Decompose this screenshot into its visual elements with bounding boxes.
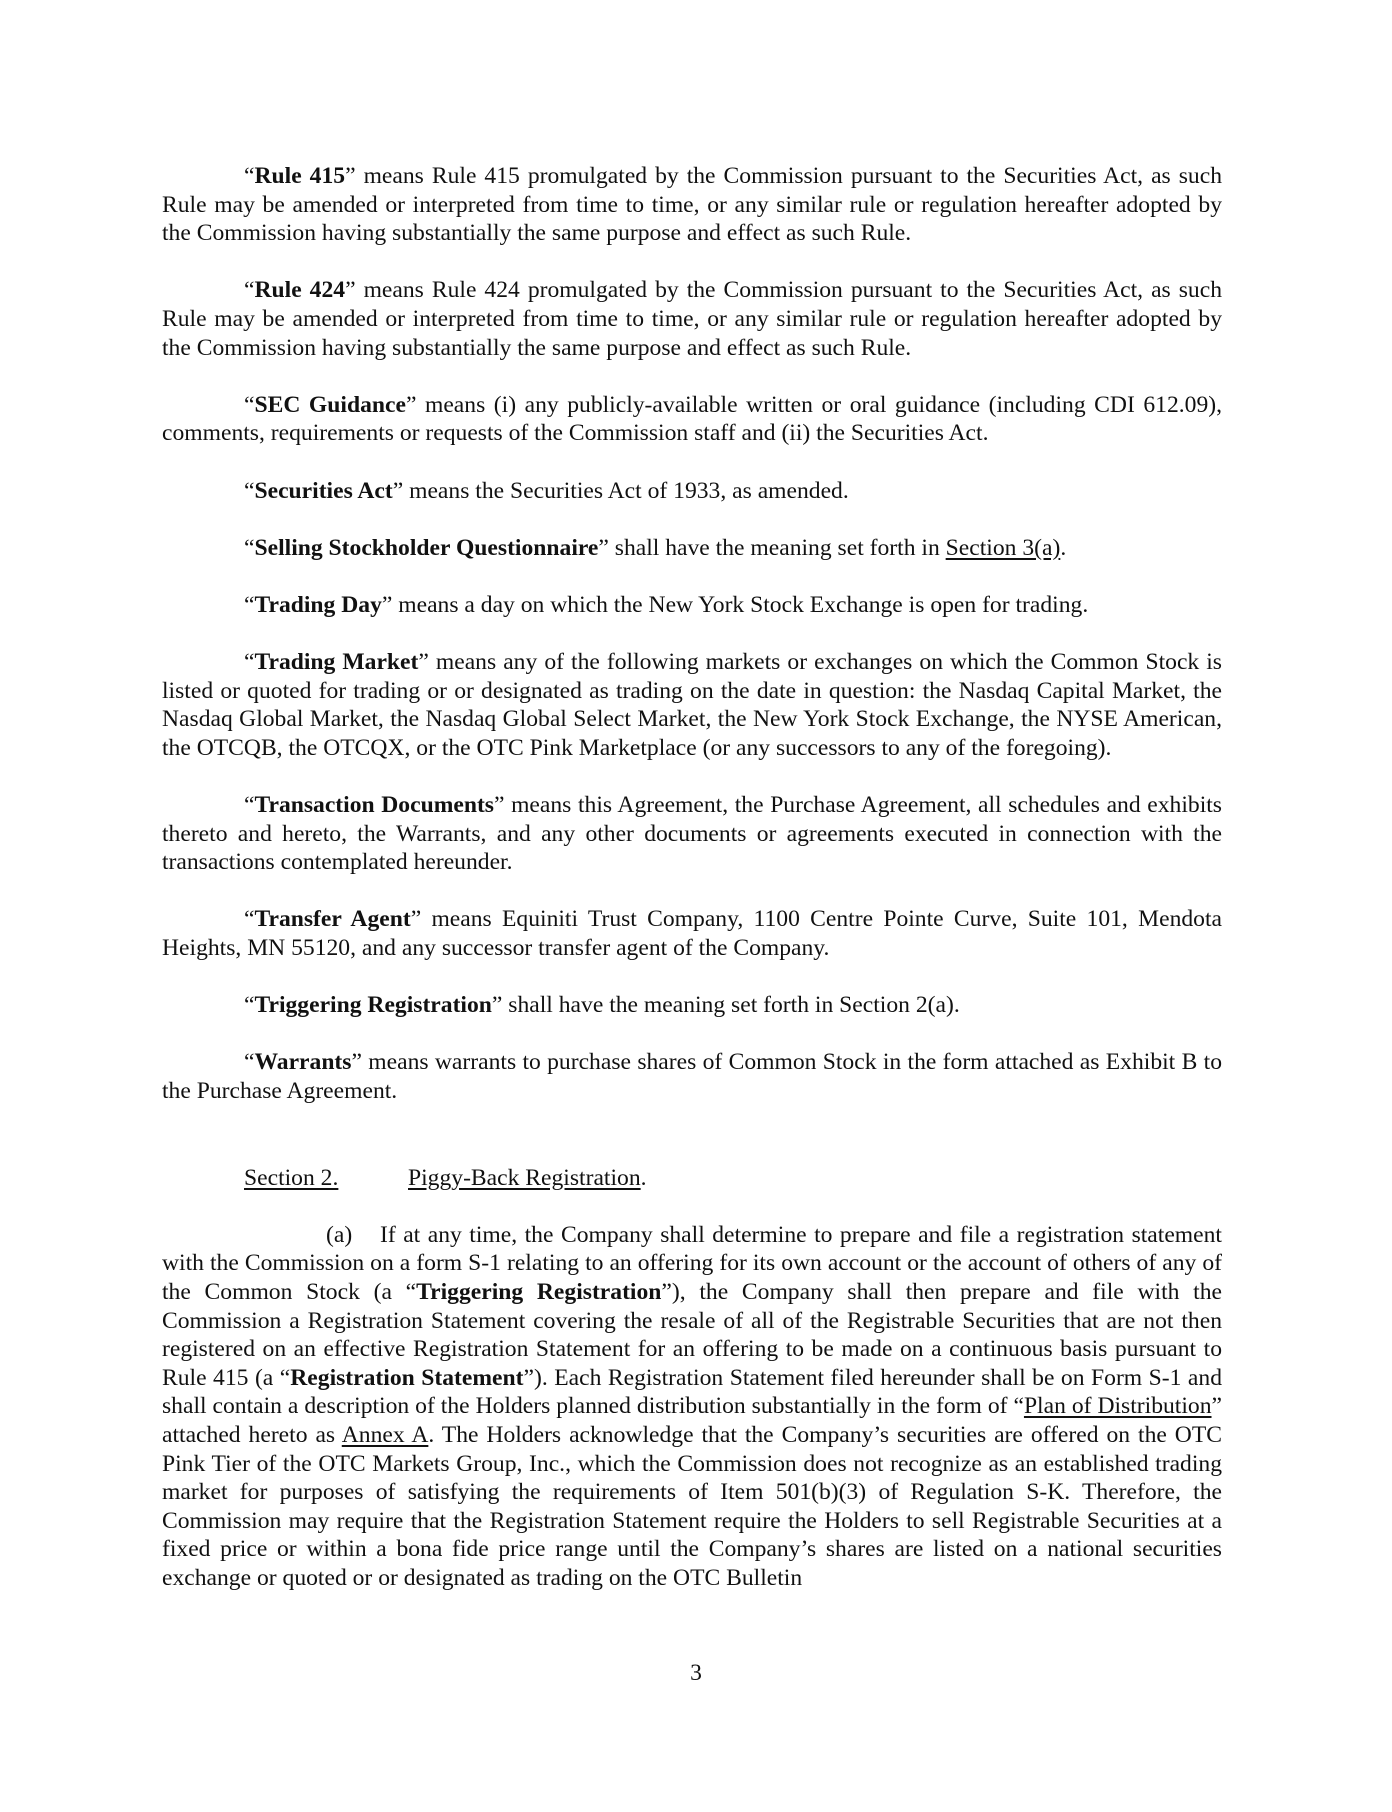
annex-reference: Annex A: [341, 1421, 429, 1448]
document-page: [162, 162, 1222, 1593]
defined-term: Triggering Registration: [254, 992, 492, 1019]
defined-term: Trading Day: [254, 591, 382, 618]
definition-rule-424: “Rule 424” means Rule 424 promulgated by the Commission pursuant to the Securities Act, as such Rule may be amended or interpreted from time to time, or any similar rule or regulation hereafter adopted by the Commission having substantially the same purpose and effect as such Rule.: [162, 277, 1222, 361]
subsection-a: (a) If at any time, the Company shall determine to prepare and file a registration statement with the Commission on a form S-1 relating to an offering for its own account or the account of others of any of the Common Stock (a “Triggering Registration”), the Company shall then prepare and file with the Commission a Registration Statement covering the resale of all of the Registrable Securities that are not then registered on an effective Registration Statement for an offering to be made on a continuous basis pursuant to Rule 415 (a “Registration Statement”). Each Registration Statement filed hereunder shall be on Form S-1 and shall contain a description of the Holders planned distribution substantially in the form of “Plan of Distribution” attached hereto as Annex A. The Holders acknowledge that the Company’s securities are offered on the OTC Pink Tier of the OTC Markets Group, Inc., which the Commission does not recognize as an established trading market for purposes of satisfying the requirements of Item 501(b)(3) of Regulation S-K. Therefore, the Commission may require that the Registration Statement require the Holders to sell Registrable Securities at a fixed price or within a bona fide price range until the Company’s shares are listed on a national securities exchange or quoted or or designated as trading on the OTC Bulletin: [162, 1221, 1222, 1591]
section-number: Section 2.: [244, 1164, 339, 1191]
defined-term: SEC Guidance: [254, 391, 406, 418]
definition-rule-415: “Rule 415” means Rule 415 promulgated by the Commission pursuant to the Securities Act, as such Rule may be amended or interpreted from time to time, or any similar rule or regulation hereafter adopted by the Commission having substantially the same purpose and effect as such Rule.: [162, 163, 1222, 247]
definition-transaction-documents: “Transaction Documents” means this Agreement, the Purchase Agreement, all schedules and exhibits thereto and hereto, the Warrants, and any other documents or agreements executed in connection with the transactions contemplated hereunder.: [162, 792, 1222, 876]
subsection-label: (a): [326, 1221, 353, 1248]
section-title: Piggy-Back Registration: [408, 1164, 641, 1191]
definition-sec-guidance: “SEC Guidance” means (i) any publicly-available written or oral guidance (including CDI 612.09), comments, requirements or requests of the Commission staff and (ii) the Securities Act.: [162, 391, 1222, 447]
defined-term: Selling Stockholder Questionnaire: [254, 534, 599, 561]
defined-term: Transfer Agent: [254, 906, 411, 933]
plan-of-distribution-reference: Plan of Distribution: [1023, 1393, 1212, 1420]
defined-term: Securities Act: [254, 477, 393, 504]
defined-term: Triggering Registration: [416, 1278, 662, 1305]
definition-warrants: “Warrants” means warrants to purchase shares of Common Stock in the form attached as Exhibit B to the Purchase Agreement.: [162, 1049, 1222, 1104]
definition-trading-day: “Trading Day” means a day on which the New York Stock Exchange is open for trading.: [244, 591, 1089, 618]
definition-transfer-agent: “Transfer Agent” means Equiniti Trust Company, 1100 Centre Pointe Curve, Suite 101, Mendota Heights, MN 55120, and any successor transfer agent of the Company.: [162, 906, 1222, 962]
defined-term: Rule 415: [254, 163, 346, 189]
definition-securities-act: “Securities Act” means the Securities Act of 1933, as amended.: [244, 477, 849, 504]
defined-term: Trading Market: [254, 649, 419, 676]
defined-term: Warrants: [254, 1049, 352, 1076]
section-heading: Section 2. Piggy-Back Registration.: [244, 1164, 647, 1191]
definition-trading-market: “Trading Market” means any of the following markets or exchanges on which the Common Stock is listed or quoted for trading or or designated as trading on the date in question: the Nasdaq Capital Market, the Nasdaq Global Market, the Nasdaq Global Select Market, the New York Stock Exchange, the NYSE American, the OTCQB, the OTCQX, or the OTC Pink Marketplace (or any successors to any of the foregoing).: [162, 649, 1222, 761]
definition-selling-stockholder-questionnaire: “Selling Stockholder Questionnaire” shall have the meaning set forth in Section 3(a).: [244, 534, 1067, 561]
defined-term: Registration Statement: [290, 1364, 524, 1391]
section-reference: Section 3(a): [945, 534, 1061, 561]
defined-term: Transaction Documents: [254, 792, 494, 819]
page-number: 3: [690, 1660, 702, 1686]
definition-triggering-registration: “Triggering Registration” shall have the meaning set forth in Section 2(a).: [244, 992, 960, 1019]
defined-term: Rule 424: [254, 277, 346, 304]
